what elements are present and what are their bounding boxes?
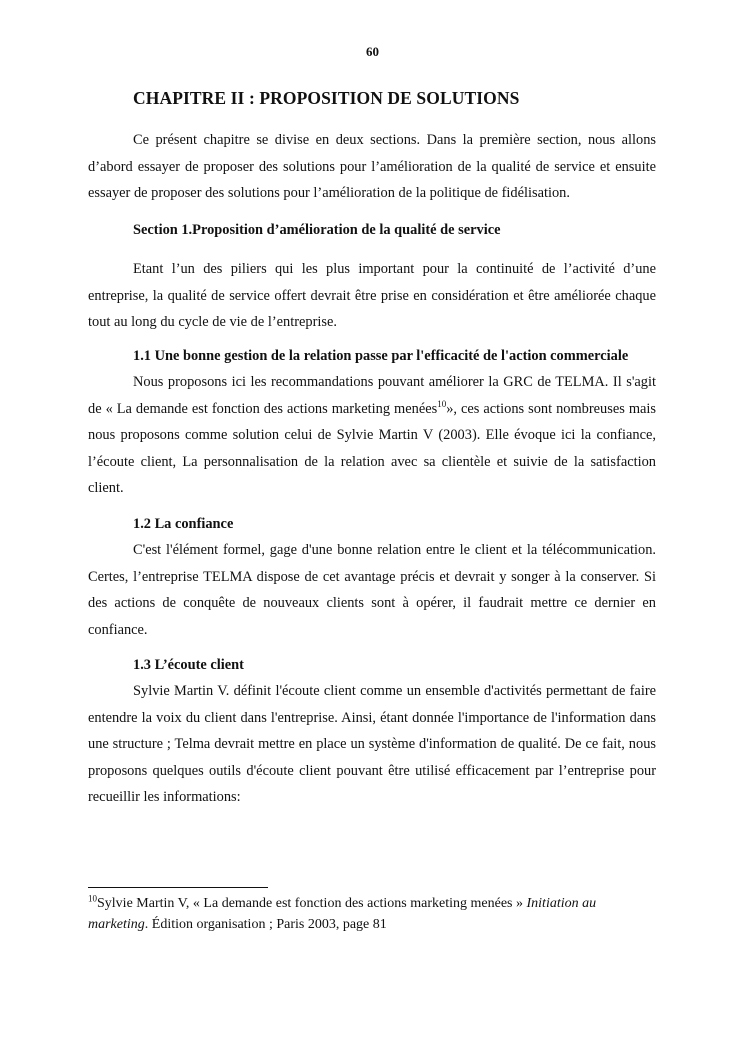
section1-text: Etant l’un des piliers qui les plus important pour la continuité de l’activité d’une entreprise, la qualité de service offert devrait être prise en considération et être améliorée chaque tout au long du cycle de vie de l’entreprise. <box>88 261 656 330</box>
sub3-text: Sylvie Martin V. définit l'écoute client comme un ensemble d'activités permettant de faire entendre la voix du client dans l'entreprise. Ainsi, étant donnée l'importance de l'information dans une structure ; Telma devrait mettre en place un système d'information de qualité. De ce fait, nous proposons quelques outils d'écoute client pouvant être utilisé efficacement par l’entreprise pour recueillir les informations: <box>88 683 656 805</box>
sub3-paragraph <box>88 678 656 811</box>
sub2-text: C'est l'élément formel, gage d'une bonne relation entre le client et la télécommunication. Certes, l’entreprise TELMA dispose de cet avantage précis et devrait y songer à la conserver. Si des actions de conquête de nouveaux clients sont à opérer, il faudrait mettre ce dernier en confiance. <box>88 542 656 638</box>
footnote-divider <box>88 887 268 888</box>
footnote-book-title: Initiation au marketing <box>88 896 597 932</box>
footnote-reference: 10 <box>437 398 447 409</box>
sub2-title: 1.2 La confiance <box>133 516 234 532</box>
footnote-publisher: . Édition organisation ; Paris 2003, page 81 <box>144 917 387 932</box>
footnote-number: 10 <box>88 893 97 904</box>
sub3-title: 1.3 L’écoute client <box>133 657 244 673</box>
sub1-paragraph <box>88 369 656 502</box>
chapter-title: CHAPITRE II : PROPOSITION DE SOLUTIONS <box>133 88 520 108</box>
footnote-text: Sylvie Martin V, « La demande est fonction des actions marketing menées » <box>97 896 527 911</box>
intro-paragraph <box>88 127 656 207</box>
sub1-text-after: », ces actions sont nombreuses mais nous proposons comme solution celui de Sylvie Martin V (2003). Elle évoque ici la confiance, l’écoute client, La personnalisation de la relation avec sa clientèle et suivie de la satisfaction client. <box>88 400 656 496</box>
section1-paragraph <box>88 256 656 336</box>
sub2-paragraph <box>88 537 656 643</box>
sub1-title: 1.1 Une bonne gestion de la relation passe par l'efficacité de l'action commerciale <box>133 348 629 364</box>
sub1-text <box>88 369 656 502</box>
intro-text: Ce présent chapitre se divise en deux sections. Dans la première section, nous allons d’abord essayer de proposer des solutions pour l’amélioration de la qualité de service et ensuite essayer de proposer des solutions pour l’amélioration de la politique de fidélisation. <box>88 132 656 201</box>
page-number: 60 <box>366 44 379 59</box>
section1-title: Section 1.Proposition d’amélioration de la qualité de service <box>133 222 501 238</box>
footnote <box>88 893 648 935</box>
sub1-text-before: Nous proposons ici les recommandations pouvant améliorer la GRC de TELMA. Il s'agit de « La demande est fonction des actions marketing menées <box>88 374 656 417</box>
